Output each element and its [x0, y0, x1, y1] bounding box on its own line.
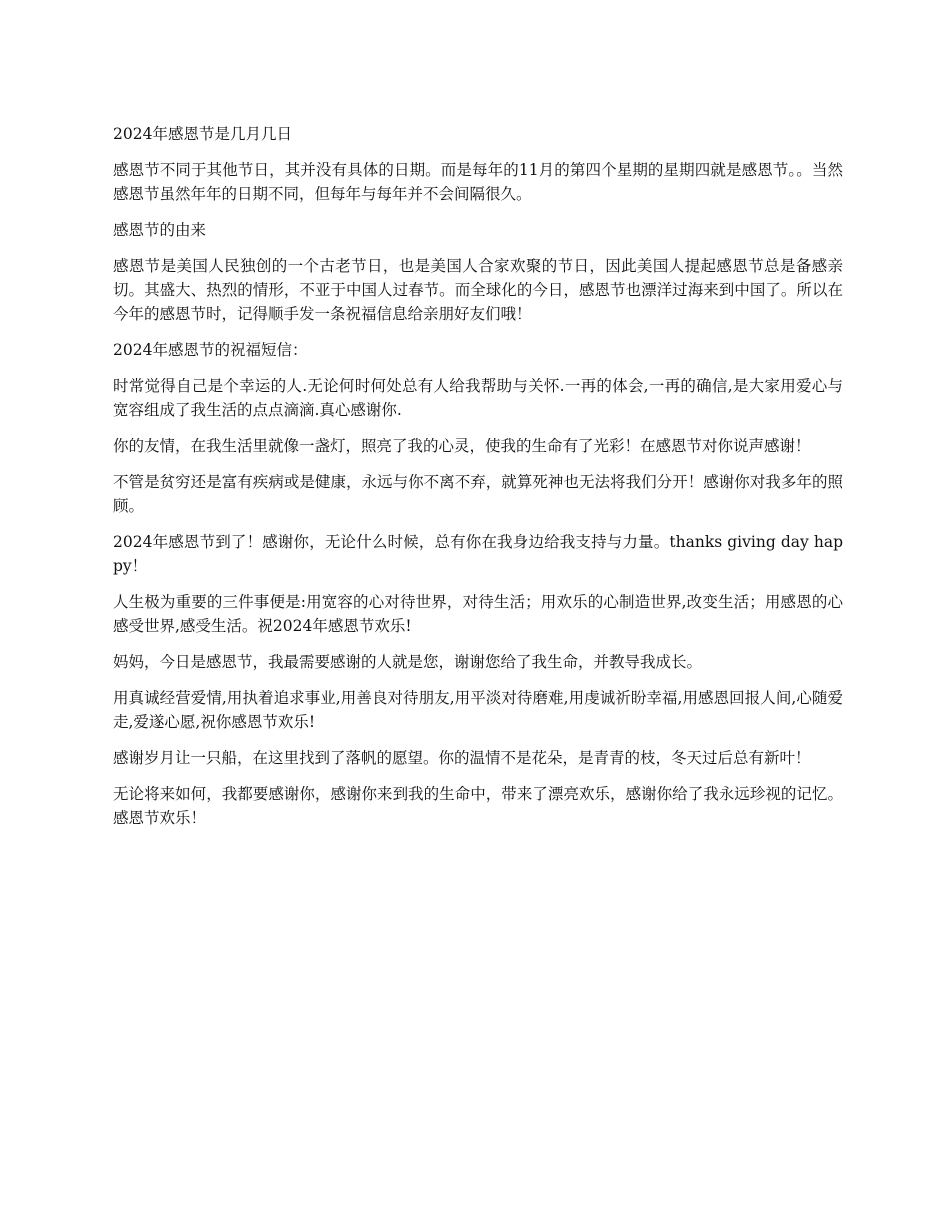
document-page [113, 122, 843, 842]
message-paragraph: 无论将来如何，我都要感谢你，感谢你来到我的生命中，带来了漂亮欢乐，感谢你给了我永远珍视的记忆。感恩节欢乐！ [113, 785, 843, 827]
message-paragraph: 不管是贫穷还是富有疾病或是健康，永远与你不离不弃，就算死神也无法将我们分开！感谢你对我多年的照顾。 [113, 473, 843, 515]
document-title: 2024年感恩节是几月几日 [113, 125, 292, 143]
message-paragraph: 感谢岁月让一只船，在这里找到了落帆的愿望。你的温情不是花朵，是青青的枝，冬天过后总有新叶！ [113, 749, 811, 767]
message-paragraph: 2024年感恩节到了！感谢你，无论什么时候，总有你在我身边给我支持与力量。thanks giving day happy！ [113, 533, 843, 575]
intro-paragraph: 感恩节不同于其他节日，其并没有具体的日期。而是每年的11月的第四个星期的星期四就是感恩节。。当然感恩节虽然年年的日期不同，但每年与每年并不会间隔很久。 [113, 161, 843, 203]
message-paragraph: 用真诚经营爱情,用执着追求事业,用善良对待朋友,用平淡对待磨难,用虔诚祈盼幸福,用感恩回报人间,心随爱走,爱遂心愿,祝你感恩节欢乐! [113, 689, 843, 731]
message-paragraph: 时常觉得自己是个幸运的人.无论何时何处总有人给我帮助与关怀.一再的体会,一再的确信,是大家用爱心与宽容组成了我生活的点点滴滴.真心感谢你. [113, 377, 843, 419]
message-paragraph: 妈妈，今日是感恩节，我最需要感谢的人就是您，谢谢您给了我生命，并教导我成长。 [113, 653, 703, 671]
origin-heading: 感恩节的由来 [113, 221, 207, 239]
message-paragraph: 人生极为重要的三件事便是:用宽容的心对待世界，对待生活；用欢乐的心制造世界,改变生活；用感恩的心感受世界,感受生活。祝2024年感恩节欢乐! [113, 593, 843, 635]
origin-paragraph: 感恩节是美国人民独创的一个古老节日，也是美国人合家欢聚的节日，因此美国人提起感恩节总是备感亲切。其盛大、热烈的情形，不亚于中国人过春节。而全球化的今日，感恩节也漂洋过海来到中国了。所以在今年的感恩节时，记得顺手发一条祝福信息给亲朋好友们哦！ [113, 257, 843, 323]
sms-heading: 2024年感恩节的祝福短信： [113, 341, 308, 359]
message-paragraph: 你的友情，在我生活里就像一盏灯，照亮了我的心灵，使我的生命有了光彩！在感恩节对你说声感谢！ [113, 437, 811, 455]
